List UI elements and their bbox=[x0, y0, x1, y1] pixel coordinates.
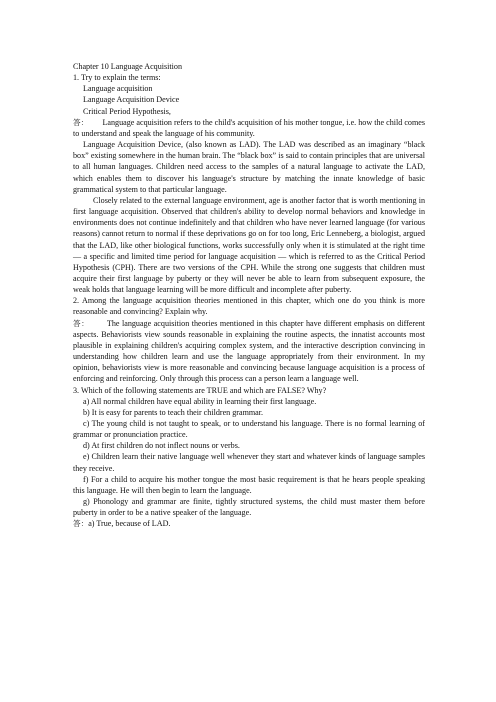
answer-1-text-1: Language acquisition refers to the child's acquisition of his mother tongue, i.e. how the child comes to understand and speak the language of his community. bbox=[73, 117, 426, 138]
answer-2-paragraph bbox=[73, 318, 425, 385]
statement-c: c) The young child is not taught to speak, or to understand his language. There is no formal learning of grammar or pronunciation practice. bbox=[73, 419, 425, 440]
answer-3-text: a) True, because of LAD. bbox=[88, 519, 171, 529]
term-3: Critical Period Hypothesis, bbox=[83, 106, 171, 116]
question-1: 1. Try to explain the terms: bbox=[73, 73, 161, 83]
answer-1-paragraph-3: Closely related to the external language environment, age is another factor that is worth mentioning in first language acquisition. Observed that children's ability to develop normal behaviors and knowledge in environments does not continue indefinitely and that children who have never learned language (for various reasons) cannot return to normal if these deprivations go on for too long, Eric Lenneberg, a biologist, argued that the LAD, like other biological functions, works successfully only when it is stimulated at the right time — a specific and limited time period for language acquisition — which is referred to as the Critical Period Hypothesis (CPH). There are two versions of the CPH. While the strong one suggests that children must acquire their first language by puberty or they will never be able to learn from subsequent exposure, the weak holds that language learning will be more difficult and incomplete after puberty. bbox=[73, 195, 425, 295]
answer-mark: 答： bbox=[73, 318, 90, 328]
statement-f: f) For a child to acquire his mother tongue the most basic requirement is that he hears people speaking this language. He will then begin to learn the language. bbox=[73, 474, 425, 495]
chapter-title: Chapter 10 Language Acquisition bbox=[73, 62, 183, 71]
statement-d: d) At first children do not inflect nouns or verbs. bbox=[83, 441, 240, 451]
answer-mark: 答： bbox=[73, 117, 89, 127]
question-3: 3. Which of the following statements are TRUE and which are FALSE? Why? bbox=[73, 385, 327, 395]
answer-3-paragraph bbox=[73, 518, 425, 529]
statement-e: e) Children learn their native language well whenever they start and whatever kinds of language samples they receive. bbox=[73, 452, 425, 473]
answer-1-paragraph-1 bbox=[73, 117, 425, 139]
answer-2-text: The language acquisition theories mentioned in this chapter have different emphasis on different aspects. Behaviorists view sounds reasonable in explaining the routine aspects, the innatist accounts most plausible in explaining children's acquiring complex system, and the interactive description convincing in understanding how children learn and use the language appropriately from their environment. In my opinion, behaviorists view is more reasonable and convincing because language acquisition is a process of enforcing and reinforcing. Only through this process can a person learn a language well. bbox=[73, 318, 425, 384]
document-page bbox=[73, 61, 425, 530]
term-1: Language acquisition bbox=[83, 84, 153, 94]
answer-1-paragraph-2: Language Acquisition Device, (also known as LAD). The LAD was described as an imaginary “black box” existing somewhere in the human brain. The “black box” is said to contain principles that are universal to all human languages. Children need access to the samples of a natural language to activate the LAD, which enables them to discover his language's structure by matching the innate knowledge of basic grammatical system to that particular language. bbox=[73, 140, 425, 194]
statement-g: g) Phonology and grammar are finite, tightly structured systems, the child must master them before puberty in order to be a native speaker of the language. bbox=[73, 497, 425, 518]
question-2: 2. Among the language acquisition theories mentioned in this chapter, which one do you think is more reasonable and convincing? Explain why. bbox=[73, 296, 425, 317]
statement-b: b) It is easy for parents to teach their children grammar. bbox=[83, 407, 264, 417]
statement-a: a) All normal children have equal ability in learning their first language. bbox=[83, 396, 317, 406]
term-2: Language Acquisition Device bbox=[83, 95, 180, 105]
answer-mark: 答： bbox=[73, 519, 89, 529]
